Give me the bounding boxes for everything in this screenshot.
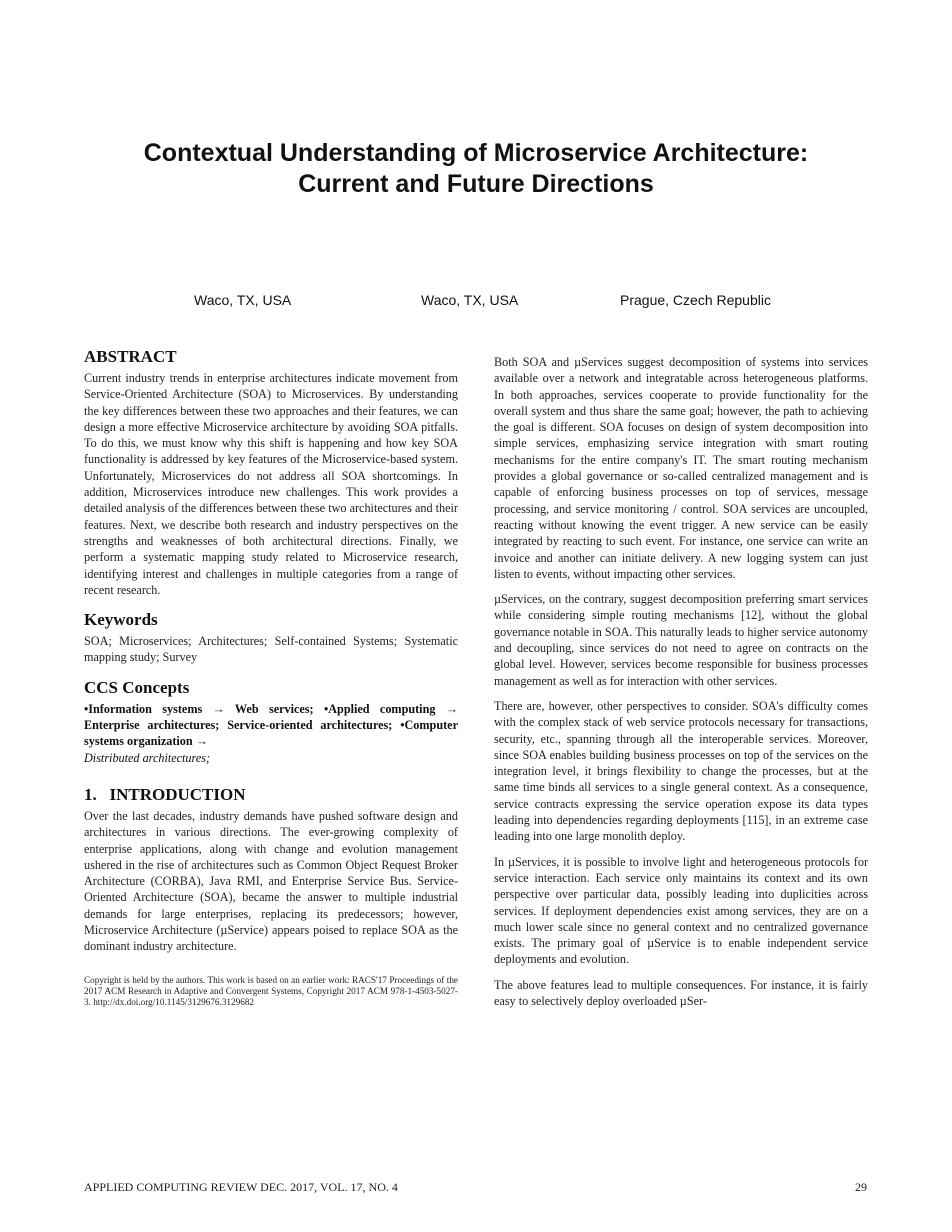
paper-title-line-1: Contextual Understanding of Microservice Architecture: (143, 139, 809, 167)
ccs-concepts-secondary: Distributed architectures; (84, 750, 211, 765)
keywords-text: SOA; Microservices; Architectures; Self-contained Systems; Systematic mapping study; Survey (84, 634, 458, 665)
ccs-concepts-primary: •Information systems → Web services; •Applied computing → Enterprise architectures; Service-oriented architectures; •Computer systems organization → (84, 701, 458, 749)
author-affiliation-2: Waco, TX, USA (421, 292, 519, 308)
abstract-text: Current industry trends in enterprise architectures indicate movement from Service-Oriented Architecture (SOA) to Microservices. By understanding the key differences between these two approaches and their features, we can design a more effective Microservice architecture by avoiding SOA pitfalls. To do this, we must know why this shift is happening and how key SOA functionality is addressed by key features of the Microservice-based system. Unfortunately, Microservices do not address all SOA shortcomings. In addition, Microservices introduce new challenges. This work provides a detailed analysis of the differences between these two architectures and their features. Next, we describe both research and industry perspectives on the strengths and weaknesses of both architectural directions. Finally, we perform a systematic mapping study related to Microservice research, identifying interest and challenges in multiple categories from a range of recent research. (84, 371, 458, 597)
body-paragraph: µServices, on the contrary, suggest decomposition preferring smart services while considering simple routing mechanisms [12], without the global governance notable in SOA. This naturally leads to higher service autonomy and decoupling, since services do not need to agree on contracts on the global level. However, services become responsible for business processes management as well as for interaction with other services. (494, 592, 868, 688)
right-column (494, 354, 868, 1018)
abstract-heading: ABSTRACT (84, 347, 177, 366)
page-number: 29 (855, 1180, 867, 1194)
paper-title (60, 138, 892, 200)
body-paragraph: There are, however, other perspectives to consider. SOA's difficulty comes with the complex stack of web service protocols necessary for transactions, security, etc., spanning through all the interoperable services. Moreover, since SOA enables building business processes on top of the services on the integration level, it brings flexibility to change the processes, but at the same time binds all services to a single general context. As a consequence, service contracts expressing the service operation expose its data types leading into dependencies regarding deployments [115], in an extreme case leading into one large monolith deploy. (494, 698, 868, 844)
journal-footer: APPLIED COMPUTING REVIEW DEC. 2017, VOL. 17, NO. 4 (84, 1180, 398, 1194)
copyright-notice: Copyright is held by the authors. This work is based on an earlier work: RACS'17 Proceedings of the 2017 ACM Research in Adaptive and Convergent Systems, Copyright 2017 ACM 978-1-4503-5027-3. http://dx.doi.org/10.1145/3129676.3129682 (84, 974, 458, 1008)
body-paragraph: In µServices, it is possible to involve light and heterogeneous protocols for service interaction. Each service only maintains its context and its own perspective over particular data, possibly leading into duplicities across services. If deployment dependencies exist among services, they are on a much lower scale since no general context and no centralized governance exists. The primary goal of µService is to enable independent service deployments and evolution. (494, 854, 868, 967)
author-affiliation-3: Prague, Czech Republic (620, 292, 771, 308)
paper-title-line-2: Current and Future Directions (298, 170, 654, 198)
introduction-heading: 1. INTRODUCTION (84, 784, 246, 804)
introduction-text: Over the last decades, industry demands have pushed software design and architectures in various directions. The ever-growing complexity of enterprise applications, along with change and evolution management ushered in the rise of architectures such as Common Object Request Broker Architecture (CORBA), Java RMI, and Enterprise Service Bus. Service-Oriented Architecture (SOA), became the answer to multiple industrial demands for large enterprises, replacing its predecessors; however, Microservice Architecture (µService) appears poised to replace SOA as the dominant industry architecture. (84, 808, 458, 954)
body-paragraph: Both SOA and µServices suggest decomposition of systems into services available over a network and integratable across heterogeneous platforms. In both approaches, services cooperate to provide functionality for the overall system and thus share the same goal; however, the path to achieving the goal is different. SOA focuses on design of system decomposition into simple services, emphasizing service integration with smart routing mechanisms for the entire company's IT. The smart routing mechanism provides a global governance or so-called centralized management and is capable of enforcing business processes on top of services, message processing, and service monitoring / control. SOA services are uncoupled, reacting without knowing the event trigger. A new service can be easily integrated by reacting to such event. For instance, one service can write an invoice and another can initiate delivery. A new logging system can just listen to events, without impacting other services. (494, 355, 868, 581)
author-affiliation-1: Waco, TX, USA (194, 292, 292, 308)
body-paragraph: The above features lead to multiple consequences. For instance, it is fairly easy to selectively deploy overloaded µSer- (494, 977, 868, 1008)
ccs-concepts (84, 701, 458, 766)
keywords-heading: Keywords (84, 610, 158, 630)
ccs-heading: CCS Concepts (84, 677, 190, 697)
left-column (84, 346, 458, 1009)
